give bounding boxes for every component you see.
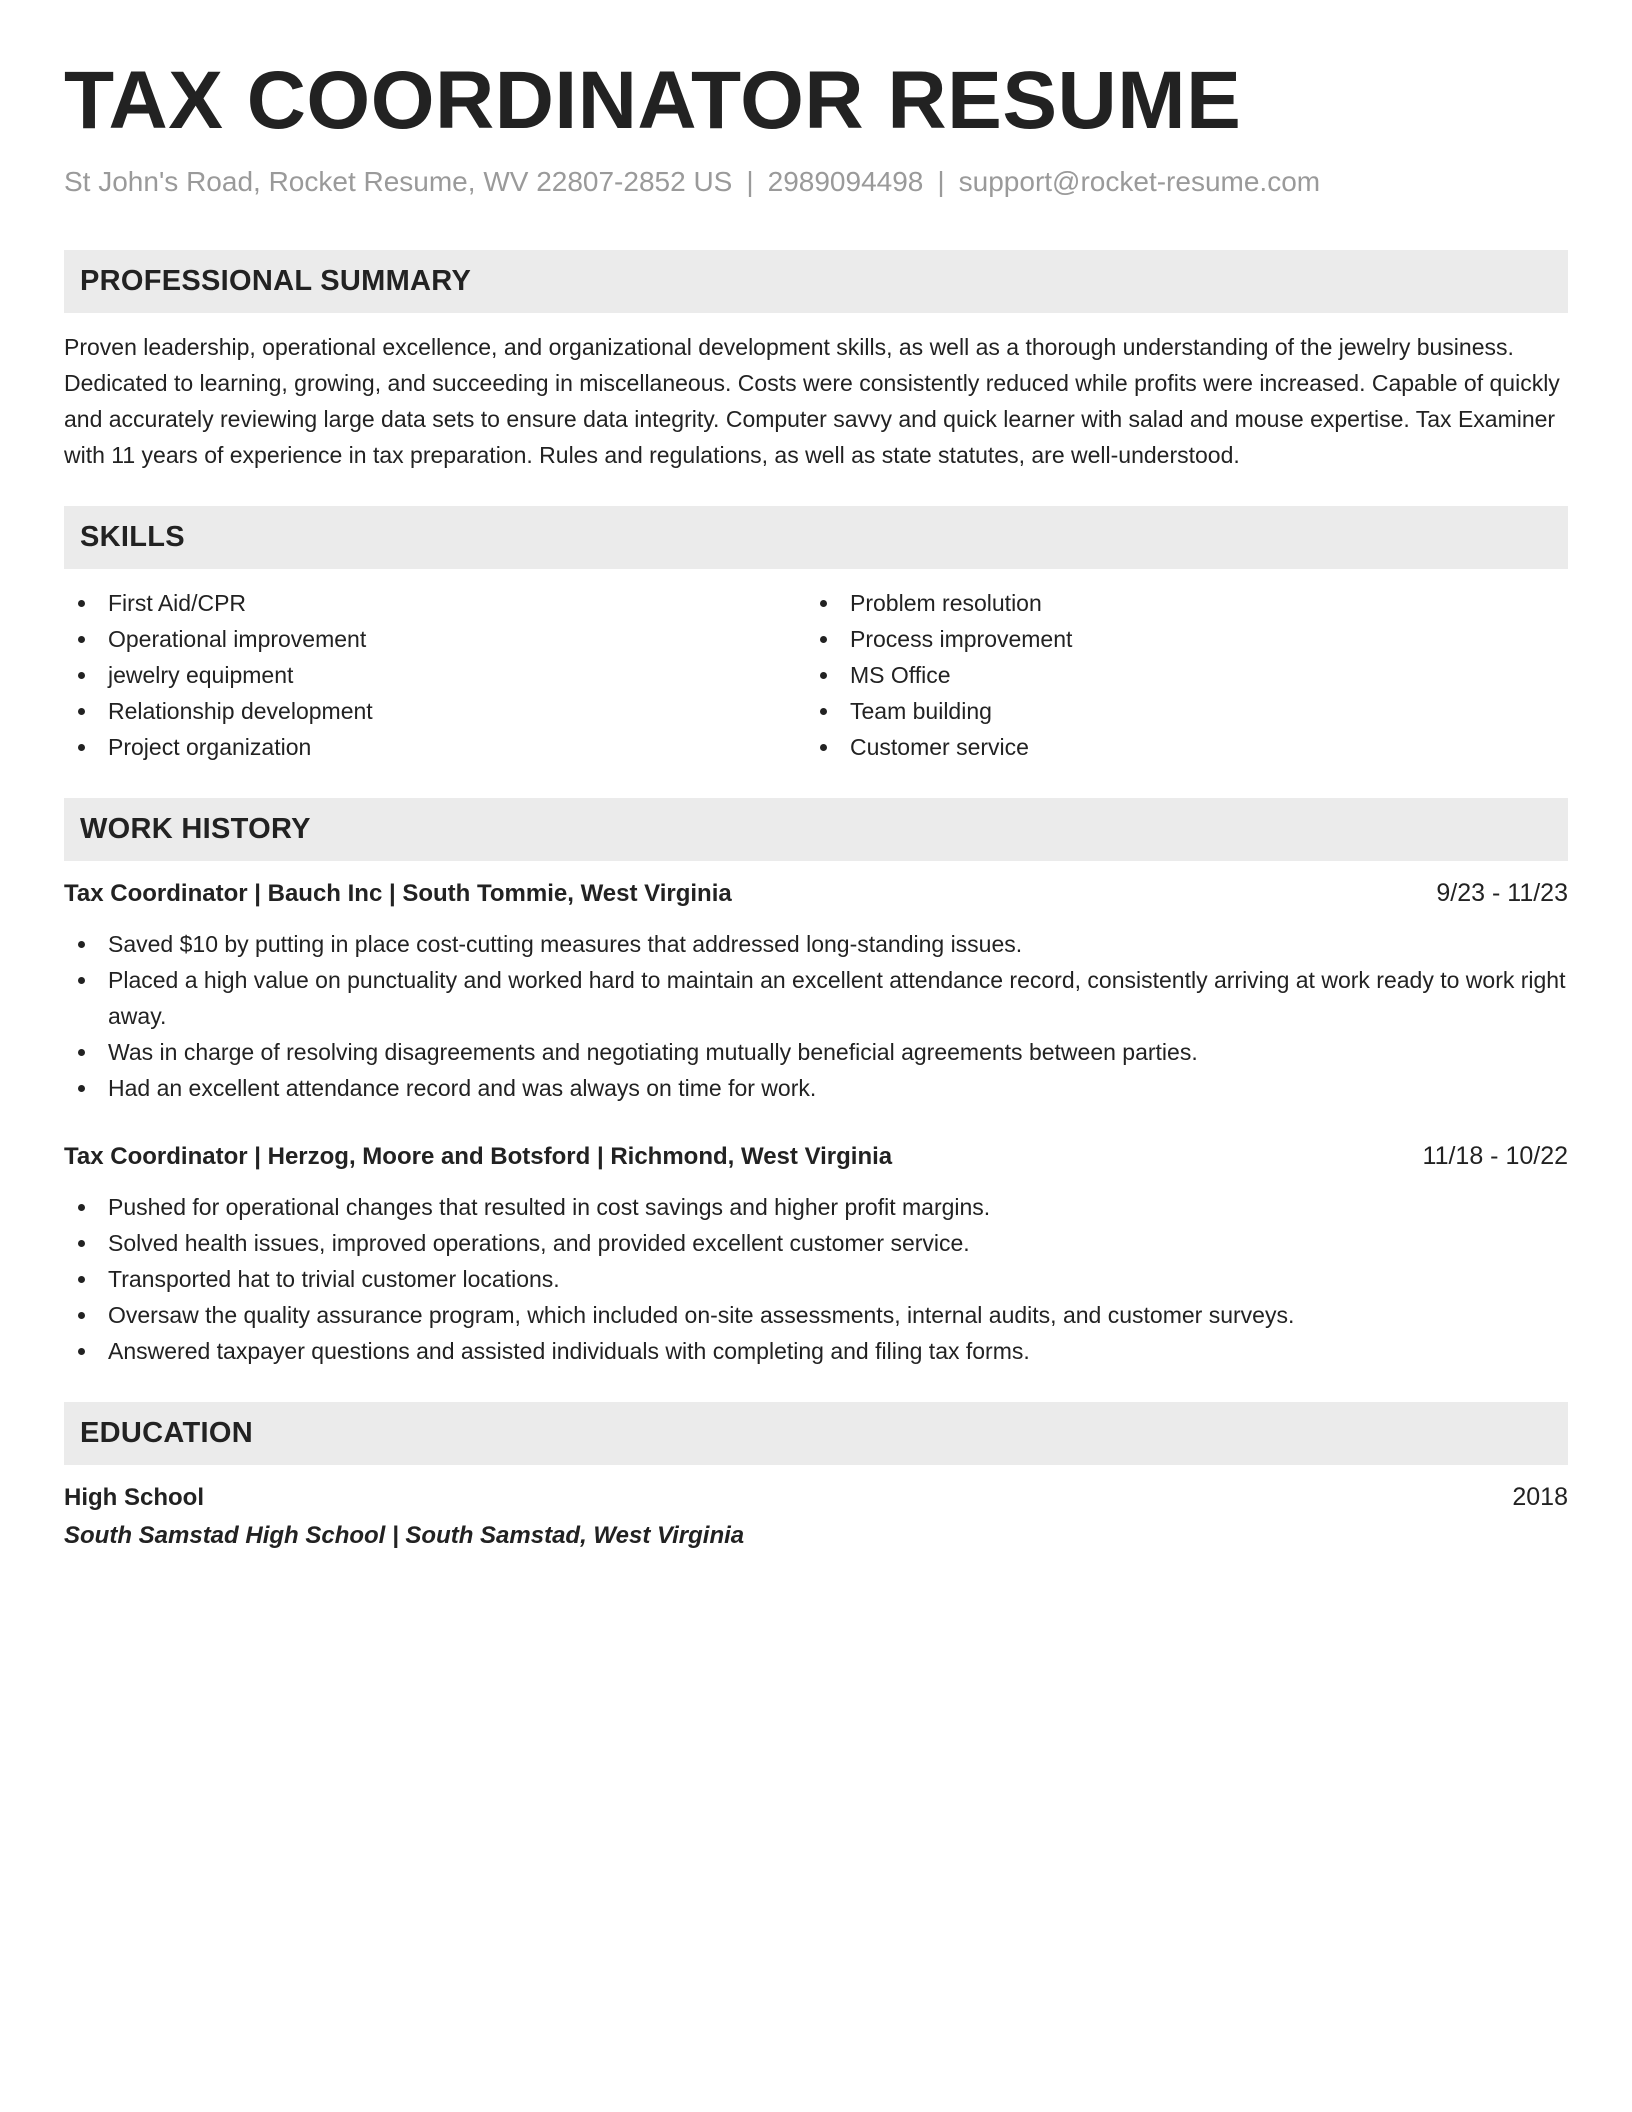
- job-entry: [64, 1142, 1568, 1369]
- skill-item: First Aid/CPR: [64, 585, 806, 621]
- job-bullet-list: [64, 1189, 1568, 1369]
- contact-phone: 2989094498: [767, 166, 924, 198]
- job-dates: 9/23 - 11/23: [1436, 879, 1568, 908]
- summary-text: Proven leadership, operational excellence, and organizational development skills, as well as a thorough understanding of the jewelry business. Dedicated to learning, growing, and succeeding in miscellaneous. Costs were consistently reduced while profits were increased. Capable of quickly and accurately reviewing large data sets to ensure data integrity. Computer savvy and quick learner with salad and mouse expertise. Tax Examiner with 11 years of experience in tax preparation. Rules and regulations, as well as state statutes, are well-understood.: [64, 334, 1560, 469]
- skill-item: MS Office: [806, 657, 1548, 693]
- contact-line: [64, 166, 1568, 198]
- contact-email: support@rocket-resume.com: [958, 166, 1321, 198]
- education-degree: High School: [64, 1484, 204, 1512]
- job-header: [64, 879, 1568, 908]
- job-bullet: Answered taxpayer questions and assisted individuals with completing and filing tax forms.: [64, 1333, 1568, 1369]
- job-bullet: Placed a high value on punctuality and worked hard to maintain an excellent attendance record, consistently arriving at work ready to work right away.: [64, 962, 1568, 1034]
- skills-column-left: [64, 585, 806, 765]
- job-bullet: Transported hat to trivial customer locations.: [64, 1261, 1568, 1297]
- job-title: Tax Coordinator | Herzog, Moore and Botsford | Richmond, West Virginia: [64, 1143, 893, 1171]
- job-bullet-list: [64, 926, 1568, 1106]
- education-school: South Samstad High School | South Samstad, West Virginia: [64, 1522, 745, 1550]
- job-bullet: Was in charge of resolving disagreements and negotiating mutually beneficial agreements between parties.: [64, 1034, 1568, 1070]
- section-header-education: EDUCATION: [64, 1402, 1568, 1465]
- education-header: [64, 1483, 1568, 1512]
- education-year: 2018: [1512, 1483, 1568, 1512]
- job-bullet: Had an excellent attendance record and was always on time for work.: [64, 1070, 1568, 1106]
- job-bullet: Oversaw the quality assurance program, which included on-site assessments, internal audits, and customer surveys.: [64, 1297, 1568, 1333]
- contact-separator: |: [937, 166, 945, 198]
- section-header-work-history: WORK HISTORY: [64, 798, 1568, 861]
- skill-item: Operational improvement: [64, 621, 806, 657]
- contact-address: St John's Road, Rocket Resume, WV 22807-2852 US: [64, 166, 733, 198]
- contact-separator: |: [746, 166, 754, 198]
- skill-item: Team building: [806, 693, 1548, 729]
- skills-list: [64, 585, 1568, 765]
- job-entry: [64, 879, 1568, 1106]
- skill-item: Problem resolution: [806, 585, 1548, 621]
- skill-item: Relationship development: [64, 693, 806, 729]
- job-header: [64, 1142, 1568, 1171]
- job-bullet: Pushed for operational changes that resulted in cost savings and higher profit margins.: [64, 1189, 1568, 1225]
- section-header-summary: PROFESSIONAL SUMMARY: [64, 250, 1568, 313]
- skill-item: Process improvement: [806, 621, 1548, 657]
- job-bullet: Saved $10 by putting in place cost-cutting measures that addressed long-standing issues.: [64, 926, 1568, 962]
- skill-item: jewelry equipment: [64, 657, 806, 693]
- job-bullet: Solved health issues, improved operations, and provided excellent customer service.: [64, 1225, 1568, 1261]
- section-header-skills: SKILLS: [64, 506, 1568, 569]
- skills-column-right: [806, 585, 1548, 765]
- skill-item: Customer service: [806, 729, 1548, 765]
- education-entry: [64, 1483, 1568, 1550]
- job-title: Tax Coordinator | Bauch Inc | South Tommie, West Virginia: [64, 880, 732, 908]
- job-dates: 11/18 - 10/22: [1422, 1142, 1568, 1171]
- resume-title: TAX COORDINATOR RESUME: [64, 55, 1242, 146]
- skill-item: Project organization: [64, 729, 806, 765]
